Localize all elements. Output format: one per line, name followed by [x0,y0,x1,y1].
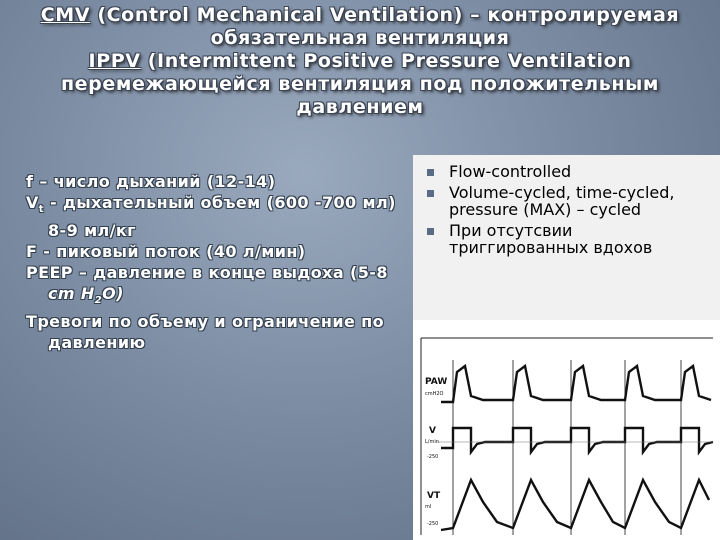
bullet-text: Flow-controlled [449,162,572,181]
volume-waveform [441,480,709,530]
bullet-item [427,222,712,256]
parameters-text [26,171,411,353]
param-peep-end: O) [102,284,124,304]
bullet-square-icon [427,228,434,235]
param-peep-text: PEEP – давление в конце выдоха (5-8 [26,263,388,283]
param-tidal-volume [26,192,411,241]
ventilation-waveform-graph [413,330,720,540]
title-line2: обязательная вентиляция [210,27,510,49]
flow-tick: -250 [427,454,439,460]
paw-label: PAW [425,377,448,387]
flow-waveform [441,428,713,452]
title-line3: (Intermittent Positive Pressure Ventilation [140,50,632,72]
param-peak-flow: F - пиковый поток (40 л/мин) [26,242,306,262]
flow-label: V [429,426,436,436]
vol-tick: -250 [427,521,439,527]
slide-title [20,4,700,119]
bullet-text: При отсутсвии триггированных вдохов [449,221,653,257]
param-alarms: Тревоги по объему и ограничение по давлению [26,312,385,353]
vol-unit: ml [425,504,432,510]
param-peep-sub: 2 [94,295,103,307]
bullet-square-icon [427,190,434,197]
param-rate: f – число дыханий (12-14) [26,172,276,191]
bullet-box [413,155,720,320]
param-v-symbol: V [26,193,39,212]
param-v-text: - дыхательный объем (600 -700 мл) 8-9 мл/кг [43,193,396,241]
bullet-text: Volume-cycled, time-cycled, pressure (MAX) – cycled [449,183,675,219]
bullet-square-icon [427,169,434,176]
vol-label: VT [427,491,441,501]
title-line1: (Control Mechanical Ventilation) – контролируемая [90,4,680,26]
title-line5: давлением [296,96,424,118]
bullet-item [427,163,712,180]
title-line4: перемежающейся вентиляция под положительным [60,73,660,95]
paw-unit: cmH2O [425,391,444,397]
bullet-item [427,184,712,218]
param-peep [26,262,411,311]
pressure-waveform [441,366,711,402]
title-ippv-abbr: IPPV [88,50,141,72]
param-v-sub: t [38,204,44,216]
flow-unit: L/min [425,439,439,445]
title-cmv-abbr: CMV [40,4,91,26]
bullet-list [427,163,712,256]
param-peep-unit: cm H [48,284,95,304]
